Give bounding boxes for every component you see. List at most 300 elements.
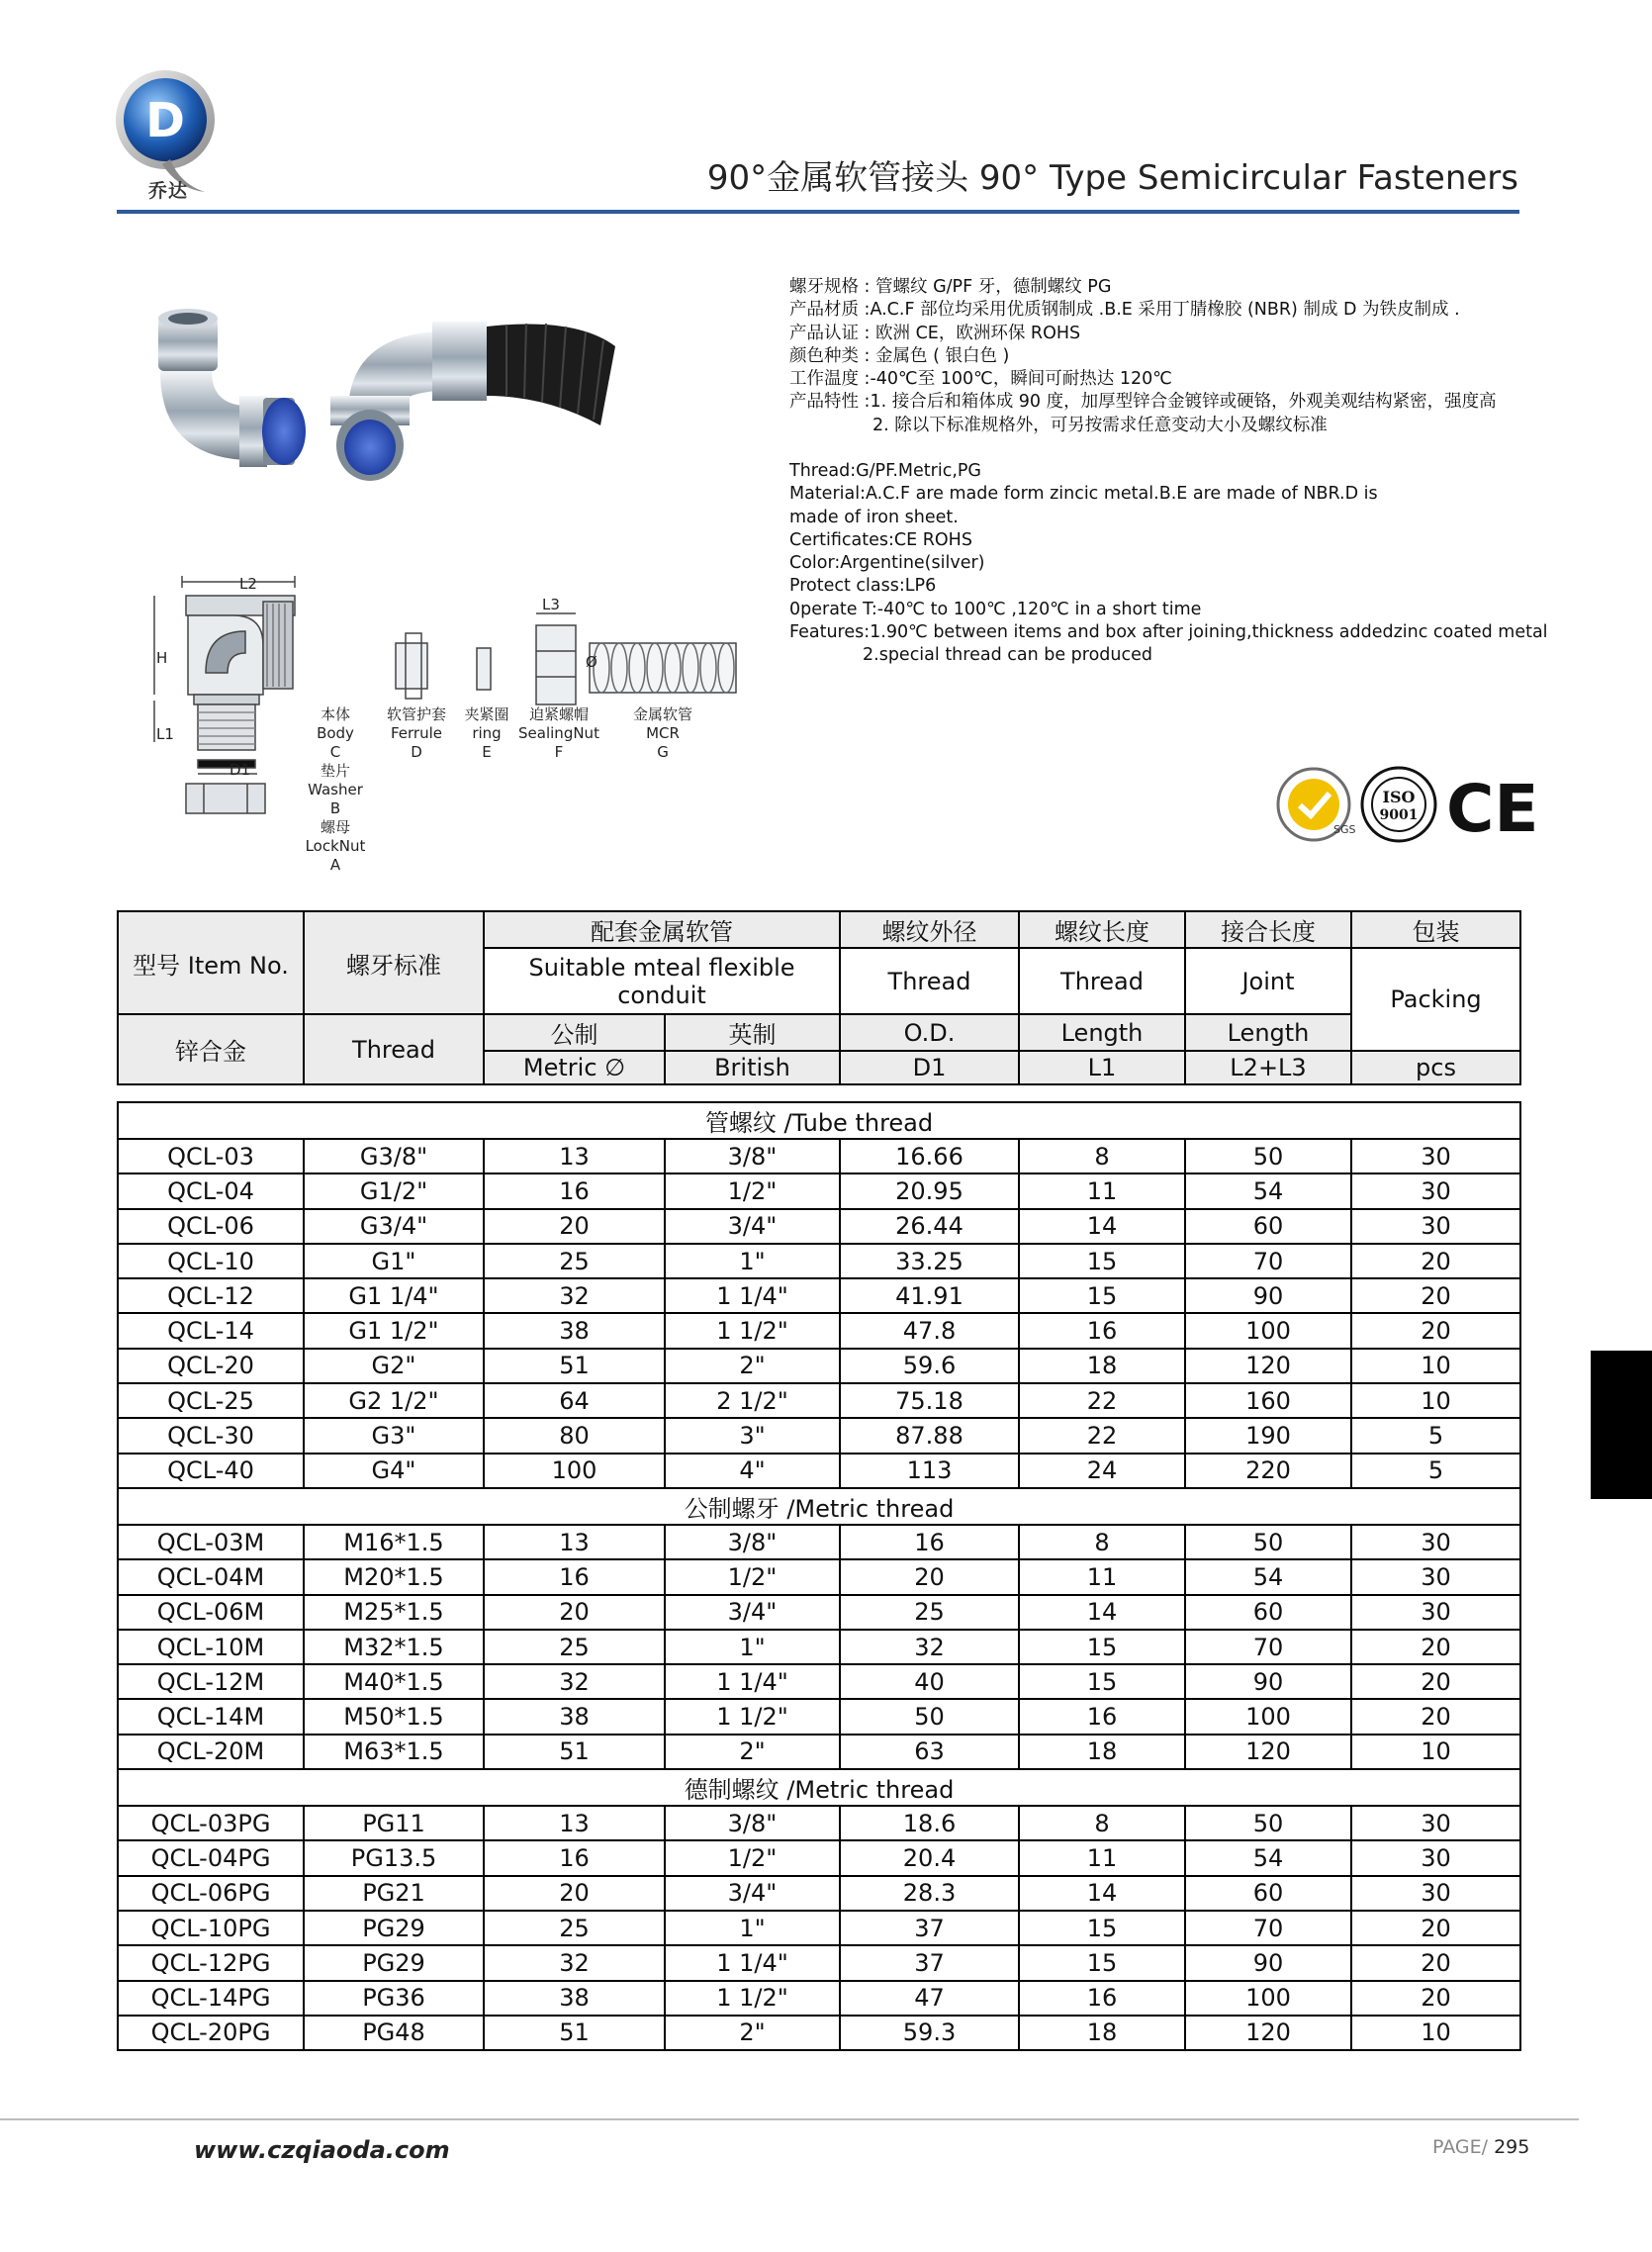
table-cell: 3/8" [665,1806,840,1840]
table-cell: 60 [1185,1209,1351,1244]
dim-label-l3: L3 [542,596,560,613]
table-cell: 37 [840,1911,1019,1945]
table-cell: 90 [1185,1278,1351,1313]
spec-en-line: 2.special thread can be produced [863,645,1153,666]
table-cell: 3" [665,1418,840,1453]
part-cn: 本体 [320,705,350,723]
table-row [118,1981,1520,2016]
part-en: LockNut [305,837,366,855]
table-cell: 18.6 [840,1806,1019,1840]
spec-cn-line: 产品材质 :A.C.F 部位均采用优质钢制成 .B.E 采用丁腈橡胶 (NBR) 制成 D 为铁皮制成 . [789,300,1460,321]
table-cell: 20 [1351,1313,1520,1348]
table-cell: 20 [484,1595,665,1630]
dim-label-d1: D1 [229,761,251,779]
header-od-en2: O.D. [840,1014,1019,1051]
part-en: Body [317,724,354,742]
table-cell: 160 [1185,1383,1351,1418]
table-cell: 100 [484,1454,665,1488]
part-code: G [657,743,669,761]
table-cell: 25 [484,1911,665,1945]
part-code: C [329,743,341,761]
table-cell: 16 [840,1525,1019,1559]
table-row [118,1806,1520,1840]
dim-label-l2: L2 [239,575,257,593]
part-en: ring [472,724,502,742]
table-cell: 1 1/2" [665,1981,840,2016]
table-cell: 14 [1019,1876,1185,1911]
spec-cn-line: 产品特性 :1. 接合后和箱体成 90 度，加厚型锌合金镀锌或硬铬，外观美观结构紧密，强度高 [789,392,1497,413]
part-en: Ferrule [390,724,442,742]
table-cell: 14 [1019,1595,1185,1630]
table-cell: 60 [1185,1595,1351,1630]
table-cell: G1 1/4" [304,1278,484,1313]
table-cell: 3/4" [665,1876,840,1911]
footer-divider [0,2118,1579,2120]
header-packing-cn: 包装 [1351,911,1520,948]
table-cell: 1 1/2" [665,1313,840,1348]
table-cell: QCL-10 [118,1244,304,1278]
table-cell: 64 [484,1383,665,1418]
table-row [118,1173,1520,1208]
section-header-row [118,1102,1520,1139]
iso-number: 9001 [1379,807,1419,823]
section-header-row [118,1769,1520,1806]
table-row [118,1699,1520,1734]
header-od-cn: 螺纹外径 [840,911,1019,948]
table-cell: 113 [840,1454,1019,1488]
table-cell: 59.6 [840,1349,1019,1383]
part-en: Washer [308,781,363,798]
table-cell: 25 [484,1244,665,1278]
table-row [118,1876,1520,1911]
part-code: D [411,743,422,761]
table-cell: QCL-03PG [118,1806,304,1840]
table-cell: QCL-06 [118,1209,304,1244]
spec-en-line: Features:1.90℃ between items and box after joining,thickness addedzinc coated metal [789,622,1548,643]
table-cell: 54 [1185,1173,1351,1208]
table-row [118,1139,1520,1173]
certification-badges [1276,764,1539,847]
part-code: F [554,743,564,761]
header-british-cn: 英制 [665,1014,840,1051]
spec-en-line: made of iron sheet. [789,507,959,527]
header-metric-cn: 公制 [484,1014,665,1051]
table-cell: 20 [840,1559,1019,1594]
part-cn: 软管护套 [386,705,446,723]
table-row [118,1349,1520,1383]
table-cell: 70 [1185,1630,1351,1664]
spec-cn-line: 螺牙规格 : 管螺纹 G/PF 牙，德制螺纹 PG [789,277,1112,297]
table-cell: QCL-03 [118,1139,304,1173]
table-row [118,1664,1520,1699]
table-cell: 40 [840,1664,1019,1699]
sgs-badge-icon [1278,769,1356,840]
table-cell: 30 [1351,1173,1520,1208]
table-cell: 20 [484,1876,665,1911]
part-cn: 迫紧螺帽 [528,705,589,723]
table-cell: 1 1/4" [665,1945,840,1980]
table-row [118,1630,1520,1664]
section-title: 公制螺牙 /Metric thread [118,1488,1520,1525]
table-cell: 13 [484,1139,665,1173]
table-cell: PG29 [304,1945,484,1980]
table-cell: 16.66 [840,1139,1019,1173]
table-cell: 47.8 [840,1313,1019,1348]
table-cell: 30 [1351,1139,1520,1173]
spec-en-line: Protect class:LP6 [789,576,937,597]
table-cell: QCL-12M [118,1664,304,1699]
dim-label-phi: Ø [586,653,597,671]
section-tab-marker [1591,1351,1652,1499]
header-thread-std-en: Thread [304,1014,484,1084]
product-photo [150,297,744,505]
table-cell: G1" [304,1244,484,1278]
table-cell: 3/8" [665,1525,840,1559]
table-cell: 16 [1019,1699,1185,1734]
header-item-no: 型号 Item No. [118,911,304,1014]
table-cell: PG29 [304,1911,484,1945]
table-cell: QCL-14 [118,1313,304,1348]
spec-en-line: Certificates:CE ROHS [789,529,972,550]
logo-chinese-text: 乔达 [148,180,189,202]
section-header-row [118,1488,1520,1525]
table-cell: M63*1.5 [304,1735,484,1769]
table-row [118,1278,1520,1313]
table-cell: QCL-06M [118,1595,304,1630]
table-cell: 60 [1185,1876,1351,1911]
table-cell: G3" [304,1418,484,1453]
table-cell: 10 [1351,2016,1520,2050]
table-cell: 3/8" [665,1139,840,1173]
table-cell: 2" [665,2016,840,2050]
table-cell: 32 [484,1664,665,1699]
table-cell: PG13.5 [304,1840,484,1875]
header-joint-en: Joint [1185,948,1351,1014]
table-cell: 38 [484,1981,665,2016]
table-cell: 38 [484,1699,665,1734]
table-cell: 24 [1019,1454,1185,1488]
footer-website-link[interactable]: www.czqiaoda.com [194,2136,450,2164]
table-cell: G4" [304,1454,484,1488]
spec-cn-line: 颜色种类 : 金属色 ( 银白色 ) [789,345,1010,366]
table-cell: QCL-12PG [118,1945,304,1980]
table-cell: 75.18 [840,1383,1019,1418]
table-cell: 5 [1351,1454,1520,1488]
table-cell: 16 [1019,1981,1185,2016]
table-cell: 32 [484,1278,665,1313]
page-title: 90°金属软管接头 90° Type Semicircular Fasteners [706,158,1518,198]
table-cell: 10 [1351,1735,1520,1769]
table-cell: 120 [1185,2016,1351,2050]
header-od-en: Thread [840,948,1019,1014]
spec-table-body [118,1102,1520,2050]
table-cell: 2 1/2" [665,1383,840,1418]
table-cell: PG21 [304,1876,484,1911]
table-row [118,1244,1520,1278]
table-cell: 20 [1351,1981,1520,2016]
table-cell: 100 [1185,1699,1351,1734]
header-joint-en2: Length [1185,1014,1351,1051]
table-cell: 51 [484,1735,665,1769]
table-cell: 1 1/4" [665,1278,840,1313]
table-cell: 20 [1351,1278,1520,1313]
logo-letter: D [145,93,185,148]
table-cell: M32*1.5 [304,1630,484,1664]
table-cell: 70 [1185,1244,1351,1278]
table-cell: G2 1/2" [304,1383,484,1418]
table-cell: 5 [1351,1418,1520,1453]
part-en: SealingNut [518,724,599,742]
table-cell: M50*1.5 [304,1699,484,1734]
title-divider [117,210,1519,214]
table-cell: 15 [1019,1278,1185,1313]
iso-text: ISO [1382,788,1416,806]
header-thread-std-cn: 螺牙标准 [304,911,484,1014]
table-cell: 30 [1351,1840,1520,1875]
table-row [118,1945,1520,1980]
table-cell: 51 [484,2016,665,2050]
table-cell: QCL-10PG [118,1911,304,1945]
table-cell: 120 [1185,1349,1351,1383]
header-joint-cn: 接合长度 [1185,911,1351,948]
table-cell: G3/4" [304,1209,484,1244]
table-cell: 16 [484,1559,665,1594]
table-cell: 13 [484,1806,665,1840]
table-cell: 20 [1351,1911,1520,1945]
table-cell: 54 [1185,1559,1351,1594]
header-british-en: British [665,1051,840,1084]
table-cell: 1/2" [665,1559,840,1594]
part-cn: 垫片 [320,762,350,780]
table-cell: QCL-25 [118,1383,304,1418]
table-cell: 20 [1351,1699,1520,1734]
spec-cn-line: 产品认证 : 欧洲 CE，欧洲环保 ROHS [789,323,1081,343]
part-label-locknut [301,818,370,875]
section-title: 德制螺纹 /Metric thread [118,1769,1520,1806]
header-packing-en: Packing [1351,948,1520,1051]
header-conduit-en: Suitable mteal flexible conduit [484,948,840,1014]
table-cell: 30 [1351,1209,1520,1244]
table-cell: M16*1.5 [304,1525,484,1559]
table-cell: 15 [1019,1664,1185,1699]
part-cn: 夹紧圈 [464,705,509,723]
part-code: B [329,799,341,817]
page-label: PAGE/ [1432,2136,1489,2158]
table-cell: 2" [665,1735,840,1769]
table-cell: QCL-20 [118,1349,304,1383]
table-cell: 41.91 [840,1278,1019,1313]
table-cell: 15 [1019,1630,1185,1664]
table-cell: G3/8" [304,1139,484,1173]
table-cell: 11 [1019,1559,1185,1594]
table-cell: 15 [1019,1945,1185,1980]
table-cell: 220 [1185,1454,1351,1488]
header-length-cn: 螺纹长度 [1019,911,1185,948]
table-cell: 100 [1185,1313,1351,1348]
table-cell: 22 [1019,1383,1185,1418]
table-row [118,1735,1520,1769]
table-cell: 120 [1185,1735,1351,1769]
part-label-conduit [627,705,698,762]
table-cell: 28.3 [840,1876,1019,1911]
table-row [118,1559,1520,1594]
table-cell: M25*1.5 [304,1595,484,1630]
table-row [118,1313,1520,1348]
header-joint-symbol: L2+L3 [1185,1051,1351,1084]
header-length-symbol: L1 [1019,1051,1185,1084]
sgs-text: SGS [1333,823,1356,836]
table-cell: 10 [1351,1383,1520,1418]
table-cell: 26.44 [840,1209,1019,1244]
header-od-symbol: D1 [840,1051,1019,1084]
spec-cn-line: 工作温度 :-40℃至 100℃，瞬间可耐热达 120℃ [789,369,1172,390]
table-cell: 16 [1019,1313,1185,1348]
table-cell: 18 [1019,1349,1185,1383]
table-cell: QCL-04M [118,1559,304,1594]
table-cell: 50 [1185,1525,1351,1559]
part-en: MCR [646,724,680,742]
table-cell: G1/2" [304,1173,484,1208]
table-cell: QCL-03M [118,1525,304,1559]
table-cell: 1" [665,1630,840,1664]
table-row [118,2016,1520,2050]
header-length-en: Thread [1019,948,1185,1014]
spec-en-line: Thread:G/PF.Metric,PG [789,461,981,481]
table-cell: QCL-12 [118,1278,304,1313]
table-row [118,1209,1520,1244]
table-cell: 1" [665,1244,840,1278]
table-cell: 1" [665,1911,840,1945]
table-cell: QCL-10M [118,1630,304,1664]
spec-en-line: Color:Argentine(silver) [789,553,985,574]
table-cell: 38 [484,1313,665,1348]
part-label-ring [461,705,512,762]
table-cell: 30 [1351,1525,1520,1559]
table-cell: 3/4" [665,1595,840,1630]
table-cell: 20.4 [840,1840,1019,1875]
ce-mark: CE [1446,771,1539,847]
section-title: 管螺纹 /Tube thread [118,1102,1520,1139]
table-cell: PG48 [304,2016,484,2050]
table-cell: 1 1/2" [665,1699,840,1734]
table-cell: QCL-04 [118,1173,304,1208]
table-cell: 20 [1351,1630,1520,1664]
table-cell: 32 [484,1945,665,1980]
table-cell: 14 [1019,1209,1185,1244]
part-label-body [315,705,356,762]
table-cell: 4" [665,1454,840,1488]
table-cell: 1/2" [665,1840,840,1875]
table-cell: 20 [484,1209,665,1244]
table-cell: 1 1/4" [665,1664,840,1699]
table-row [118,1454,1520,1488]
table-cell: 22 [1019,1418,1185,1453]
table-cell: 63 [840,1735,1019,1769]
table-cell: 1/2" [665,1173,840,1208]
table-cell: 11 [1019,1840,1185,1875]
part-label-washer [305,762,366,818]
table-cell: 30 [1351,1559,1520,1594]
table-cell: 16 [484,1173,665,1208]
table-cell: 190 [1185,1418,1351,1453]
table-cell: G1 1/2" [304,1313,484,1348]
table-cell: 8 [1019,1525,1185,1559]
table-cell: 50 [1185,1139,1351,1173]
table-cell: 30 [1351,1876,1520,1911]
table-row [118,1383,1520,1418]
table-cell: 20 [1351,1664,1520,1699]
table-cell: 51 [484,1349,665,1383]
spec-en-line: 0perate T:-40℃ to 100℃ ,120℃ in a short time [789,599,1202,619]
spec-table-header [117,910,1521,1085]
table-row [118,1911,1520,1945]
spec-table-data [117,1101,1521,2051]
table-cell: 37 [840,1945,1019,1980]
table-cell: QCL-20M [118,1735,304,1769]
part-cn: 螺母 [320,818,350,836]
header-packing-unit: pcs [1351,1051,1520,1084]
table-cell: 25 [484,1630,665,1664]
table-cell: 20 [1351,1244,1520,1278]
iso-badge-icon [1362,768,1435,841]
table-cell: QCL-20PG [118,2016,304,2050]
table-cell: 50 [1185,1806,1351,1840]
specs-english [789,460,1548,668]
table-cell: 8 [1019,1139,1185,1173]
table-cell: QCL-14PG [118,1981,304,2016]
table-cell: 30 [1351,1806,1520,1840]
table-cell: 18 [1019,1735,1185,1769]
table-cell: QCL-40 [118,1454,304,1488]
part-code: E [482,743,492,761]
table-cell: 13 [484,1525,665,1559]
table-cell: 33.25 [840,1244,1019,1278]
table-row [118,1595,1520,1630]
table-cell: 15 [1019,1911,1185,1945]
part-label-ferrule [378,705,455,762]
table-cell: 87.88 [840,1418,1019,1453]
table-cell: 50 [840,1699,1019,1734]
table-cell: M40*1.5 [304,1664,484,1699]
table-cell: 47 [840,1981,1019,2016]
table-cell: 25 [840,1595,1019,1630]
table-cell: QCL-14M [118,1699,304,1734]
dim-label-l1: L1 [156,725,174,743]
table-cell: 90 [1185,1945,1351,1980]
header-conduit-cn: 配套金属软管 [484,911,840,948]
table-cell: 70 [1185,1911,1351,1945]
table-row [118,1418,1520,1453]
table-cell: 3/4" [665,1209,840,1244]
spec-en-line: Material:A.C.F are made form zincic metal.B.E are made of NBR.D is [789,484,1378,505]
table-row [118,1840,1520,1875]
specs-chinese [789,276,1541,437]
table-cell: 20 [1351,1945,1520,1980]
table-cell: 20.95 [840,1173,1019,1208]
spec-cn-line: 2. 除以下标准规格外，可另按需求任意变动大小及螺纹标准 [872,415,1328,435]
table-cell: PG11 [304,1806,484,1840]
table-cell: 30 [1351,1595,1520,1630]
table-cell: 18 [1019,2016,1185,2050]
part-cn: 金属软管 [632,705,692,723]
table-cell: 32 [840,1630,1019,1664]
page-number-value: 295 [1494,2136,1530,2158]
page-number [1432,2136,1529,2158]
table-cell: 10 [1351,1349,1520,1383]
table-cell: M20*1.5 [304,1559,484,1594]
header-metric-en: Metric ∅ [484,1051,665,1084]
table-cell: 16 [484,1840,665,1875]
